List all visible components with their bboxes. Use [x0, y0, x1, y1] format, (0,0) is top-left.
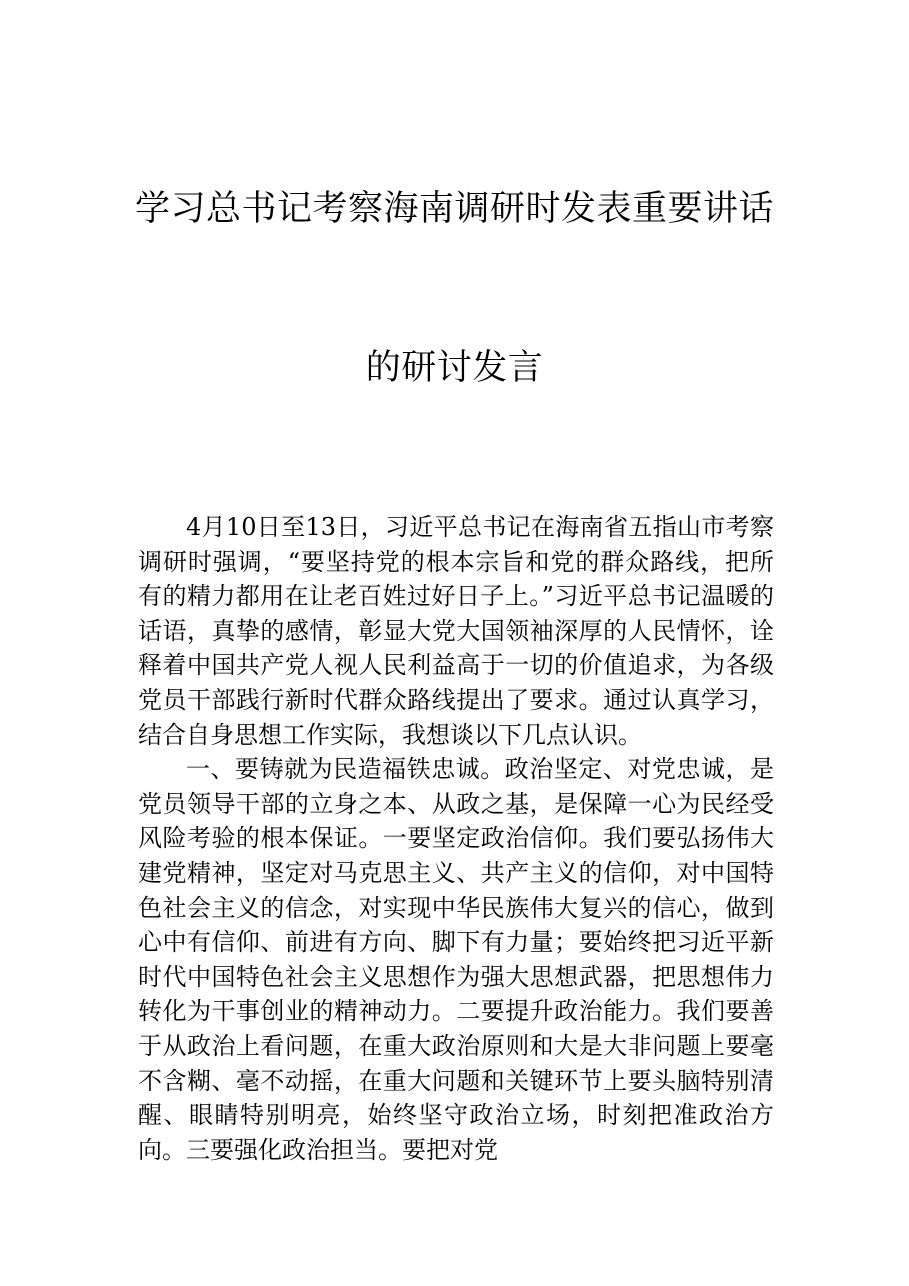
document-title-line-1: 学习总书记考察海南调研时发表重要讲话 [134, 189, 774, 229]
document-title-line-2: 的研讨发言 [365, 348, 544, 388]
document-body [138, 510, 774, 1167]
body-paragraph-section-1: 一、要铸就为民造福铁忠诚。政治坚定、对党忠诚，是党员领导干部的立身之本、从政之基，是保障一心为民经受风险考验的根本保证。一要坚定政治信仰。我们要弘扬伟大建党精神，坚定对马克思主义、共产主义的信仰，对中国特色社会主义的信念，对实现中华民族伟大复兴的信心，做到心中有信仰、前进有方向、脚下有力量；要始终把习近平新时代中国特色社会主义思想作为强大思想武器，把思想伟力转化为干事创业的精神动力。二要提升政治能力。我们要善于从政治上看问题，在重大政治原则和大是大非问题上要毫不含糊、毫不动摇，在重大问题和关键环节上要头脑特别清醒、眼睛特别明亮，始终坚守政治立场，时刻把准政治方向。三要强化政治担当。要把对党 [138, 755, 774, 1164]
body-paragraph-intro: 4月10日至13日，习近平总书记在海南省五指山市考察调研时强调，“要坚持党的根本宗旨和党的群众路线，把所有的精力都用在让老百姓过好日子上。”习近平总书记温暖的话语，真挚的感情，彰显大党大国领袖深厚的人民情怀，诠释着中国共产党人视人民利益高于一切的价值追求，为各级党员干部践行新时代群众路线提出了要求。通过认真学习，结合自身思想工作实际，我想谈以下几点认识。 [138, 513, 774, 749]
